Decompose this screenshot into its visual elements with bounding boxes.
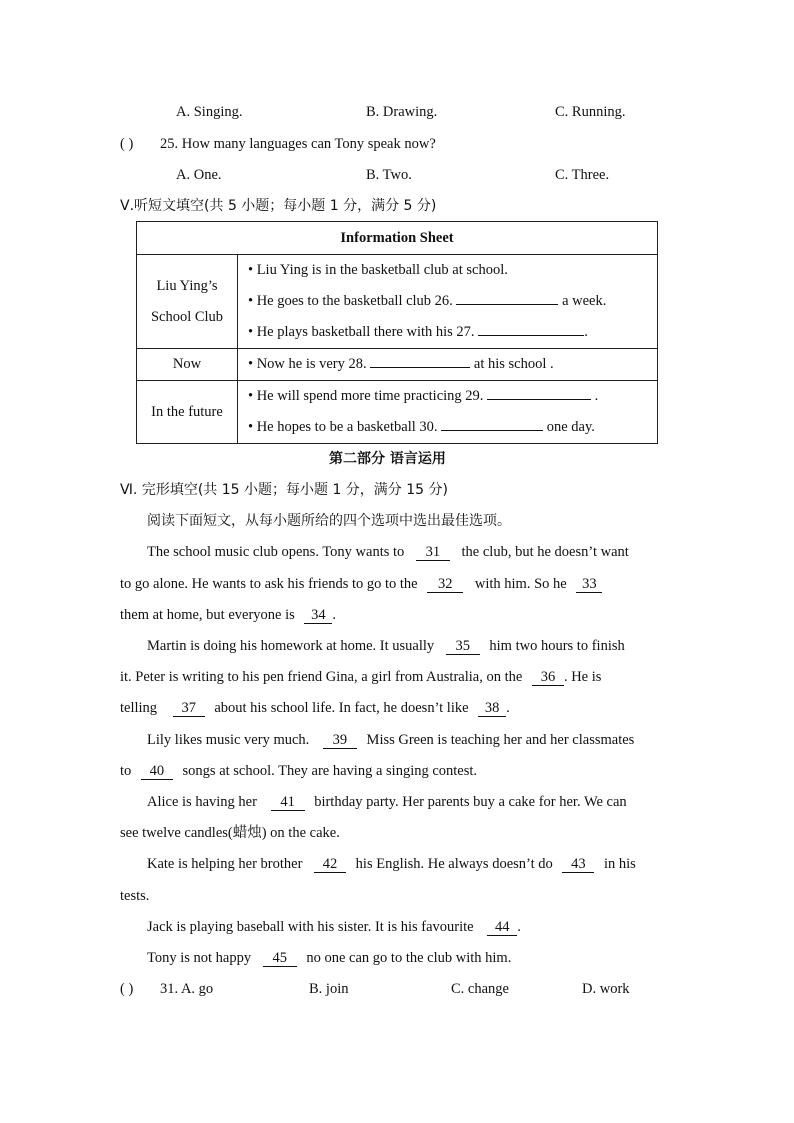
row2-label: Now: [137, 349, 238, 381]
row2-content: [238, 349, 658, 381]
q25-paren: ( ): [120, 136, 134, 152]
passage-text: about his school life. In fact, he doesn’t like: [214, 700, 469, 716]
blank-28[interactable]: [370, 354, 470, 368]
passage-text: with him. So he: [474, 576, 567, 592]
passage-text: Alice is having her: [147, 794, 257, 810]
section6-heading: Ⅵ. 完形填空(共 15 小题；每小题 1 分，满分 15 分): [120, 482, 448, 498]
row3-line-1-post: .: [594, 388, 599, 404]
blank-45[interactable]: 45: [263, 950, 297, 967]
passage-text: the club, but he doesn’t want: [461, 544, 629, 560]
blank-32[interactable]: 32: [427, 576, 463, 593]
passage-text: Kate is helping her brother: [147, 856, 303, 872]
section6-instruction: 阅读下面短文，从每小题所给的四个选项中选出最佳选项。: [147, 513, 511, 529]
blank-44[interactable]: 44: [487, 919, 517, 936]
row3-line-2-text: • He hopes to be a basketball 30.: [248, 419, 438, 435]
passage-text: no one can go to the club with him.: [306, 950, 512, 966]
q24-option-b: B. Drawing.: [366, 104, 438, 120]
row1-line-2-text: • He goes to the basketball club 26.: [248, 293, 453, 309]
row1-line-2-post: a week.: [562, 293, 607, 309]
row3-line-2-post: one day.: [546, 419, 595, 435]
blank-39[interactable]: 39: [323, 732, 357, 749]
row3-label: In the future: [137, 381, 238, 444]
passage-text: to go alone. He wants to ask his friends to go to the: [120, 576, 418, 592]
passage-text: him two hours to finish: [489, 638, 625, 654]
row1-line-1: [238, 255, 657, 286]
passage-line-1: [147, 543, 629, 561]
q31-option-b: B. join: [309, 981, 349, 997]
passage-line-4: [147, 637, 625, 655]
passage-text: .: [517, 919, 521, 935]
part2-heading: 第二部分 语言运用: [329, 451, 446, 467]
passage-text: see twelve candles(蜡烛) on the cake.: [120, 825, 340, 841]
table-title: Information Sheet: [137, 222, 658, 255]
blank-34[interactable]: 34: [304, 607, 332, 624]
blank-36[interactable]: 36: [532, 669, 564, 686]
passage-line-3: [120, 606, 336, 624]
blank-33[interactable]: 33: [576, 576, 602, 593]
passage-line-2: [120, 575, 602, 593]
passage-text: Tony is not happy: [147, 950, 252, 966]
row1-line-3: [238, 317, 657, 348]
passage-text: Jack is playing baseball with his sister. It is his favourite: [147, 919, 474, 935]
q31-paren: ( ): [120, 981, 134, 997]
blank-41[interactable]: 41: [271, 794, 305, 811]
blank-42[interactable]: 42: [314, 856, 346, 873]
row3-line-1-text: • He will spend more time practicing 29.: [248, 388, 484, 404]
blank-31[interactable]: 31: [416, 544, 450, 561]
passage-text: telling: [120, 700, 158, 716]
passage-text: . He is: [563, 669, 602, 685]
passage-text: Lily likes music very much.: [147, 732, 310, 748]
blank-40[interactable]: 40: [141, 763, 173, 780]
passage-text: tests.: [120, 888, 150, 904]
passage-line-11: [147, 855, 636, 873]
row1-content: [238, 255, 658, 349]
passage-text: songs at school. They are having a singing contest.: [182, 763, 478, 779]
section5-heading: Ⅴ.听短文填空(共 5 小题；每小题 1 分，满分 5 分): [120, 198, 437, 214]
passage-text: his English. He always doesn’t do: [355, 856, 553, 872]
passage-text: it. Peter is writing to his pen friend Gina, a girl from Australia, on the: [120, 669, 523, 685]
passage-line-12: [120, 887, 149, 905]
blank-43[interactable]: 43: [562, 856, 594, 873]
blank-27[interactable]: [478, 322, 584, 336]
row1-line-2: [238, 286, 657, 317]
q31-option-c: C. change: [451, 981, 509, 997]
blank-29[interactable]: [487, 386, 591, 400]
passage-line-10: [120, 824, 340, 842]
q25-stem: 25. How many languages can Tony speak now?: [160, 136, 436, 152]
passage-line-6: [120, 699, 510, 717]
row1-label-a: Liu Ying’s: [156, 277, 218, 294]
information-sheet-table: [136, 221, 658, 444]
passage-line-9: [147, 793, 627, 811]
passage-line-5: [120, 668, 601, 686]
passage-text: .: [506, 700, 510, 716]
blank-35[interactable]: 35: [446, 638, 480, 655]
q24-option-a: A. Singing.: [176, 104, 243, 120]
blank-37[interactable]: 37: [173, 700, 205, 717]
row3-line-2: [238, 412, 657, 443]
q31-stem: 31. A. go: [160, 981, 214, 997]
row2-text: • Now he is very 28.: [248, 356, 367, 372]
row1-line-3-post: .: [584, 324, 588, 340]
passage-text: in his: [604, 856, 636, 872]
passage-line-7: [147, 731, 634, 749]
passage-text: The school music club opens. Tony wants to: [147, 544, 405, 560]
row2-post: at his school .: [473, 356, 554, 372]
passage-text: birthday party. Her parents buy a cake for her. We can: [314, 794, 627, 810]
passage-line-13: [147, 918, 521, 936]
blank-38[interactable]: 38: [478, 700, 506, 717]
passage-line-14: [147, 949, 511, 967]
row1-line-1-text: • Liu Ying is in the basketball club at school.: [248, 262, 508, 278]
row-label-school-club: [137, 255, 238, 349]
passage-text: them at home, but everyone is: [120, 607, 295, 623]
q24-option-c: C. Running.: [555, 104, 626, 120]
blank-26[interactable]: [456, 291, 558, 305]
row3-line-1: [238, 381, 657, 412]
q25-option-c: C. Three.: [555, 167, 610, 183]
passage-text: .: [332, 607, 337, 623]
passage-text: to: [120, 763, 132, 779]
row3-content: [238, 381, 658, 444]
row2-line: [238, 349, 657, 380]
row1-label-b: School Club: [150, 308, 224, 325]
row1-line-3-text: • He plays basketball there with his 27.: [248, 324, 475, 340]
passage-text: Miss Green is teaching her and her classmates: [366, 732, 635, 748]
blank-30[interactable]: [441, 417, 543, 431]
passage-text: Martin is doing his homework at home. It usually: [147, 638, 435, 654]
passage-line-8: [120, 762, 477, 780]
q31-option-d: D. work: [582, 981, 630, 997]
q25-option-b: B. Two.: [366, 167, 412, 183]
q25-option-a: A. One.: [176, 167, 222, 183]
